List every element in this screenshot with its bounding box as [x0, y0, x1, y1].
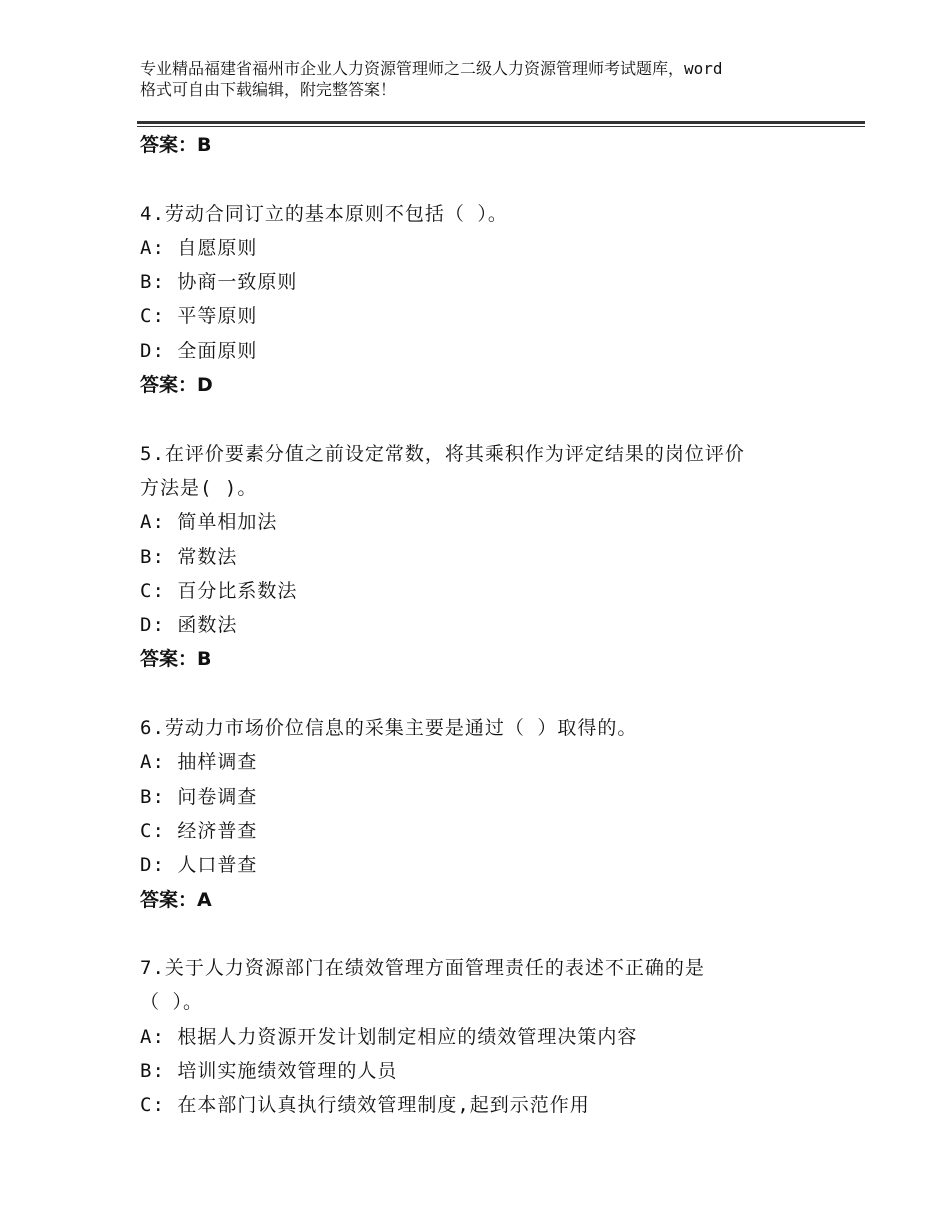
question-stem: 4.劳动合同订立的基本原则不包括（ ）。: [140, 202, 508, 225]
question-6: [140, 711, 840, 917]
answer-line: 答案：B: [140, 648, 212, 671]
question-4: [140, 197, 840, 403]
option-b: B: 培训实施绩效管理的人员: [140, 1060, 398, 1083]
option-a: A: 简单相加法: [140, 511, 278, 534]
option-d: D: 函数法: [140, 614, 238, 637]
option-a: A: 自愿原则: [140, 236, 258, 259]
header-divider-thin: [137, 126, 865, 127]
header-line-2: 格式可自由下载编辑，附完整答案！: [140, 80, 397, 99]
answer-line: 答案：A: [140, 888, 212, 911]
question-stem-continued: （ ）。: [140, 991, 203, 1014]
question-stem: 7.关于人力资源部门在绩效管理方面管理责任的表述不正确的是: [140, 957, 705, 980]
question-5: [140, 437, 840, 677]
option-b: B: 常数法: [140, 545, 238, 568]
question-stem: 6.劳动力市场价位信息的采集主要是通过（ ）取得的。: [140, 717, 638, 740]
spacer: [140, 162, 840, 196]
option-c: C: 平等原则: [140, 305, 258, 328]
option-a: A: 根据人力资源开发计划制定相应的绩效管理决策内容: [140, 1025, 638, 1048]
answer-line: 答案：D: [140, 374, 213, 397]
answer-line: 答案：B: [140, 134, 212, 156]
header-line-1: 专业精品福建省福州市企业人力资源管理师之二级人力资源管理师考试题库，word: [140, 59, 723, 78]
option-d: D: 全面原则: [140, 339, 258, 362]
question-stem: 5.在评价要素分值之前设定常数，将其乘积作为评定结果的岗位评价: [140, 442, 745, 465]
document-header: [140, 58, 830, 100]
question-stem-continued: 方法是( )。: [140, 476, 258, 499]
option-a: A: 抽样调查: [140, 751, 258, 774]
option-c: C: 在本部门认真执行绩效管理制度,起到示范作用: [140, 1094, 590, 1117]
header-divider-thick: [137, 121, 865, 124]
option-b: B: 协商一致原则: [140, 271, 298, 294]
spacer: [140, 402, 840, 436]
document-body: [140, 128, 840, 1123]
option-b: B: 问卷调查: [140, 785, 258, 808]
option-c: C: 经济普查: [140, 819, 258, 842]
spacer: [140, 677, 840, 711]
spacer: [140, 917, 840, 951]
question-7: [140, 951, 840, 1122]
option-d: D: 人口普查: [140, 854, 258, 877]
option-c: C: 百分比系数法: [140, 579, 298, 602]
